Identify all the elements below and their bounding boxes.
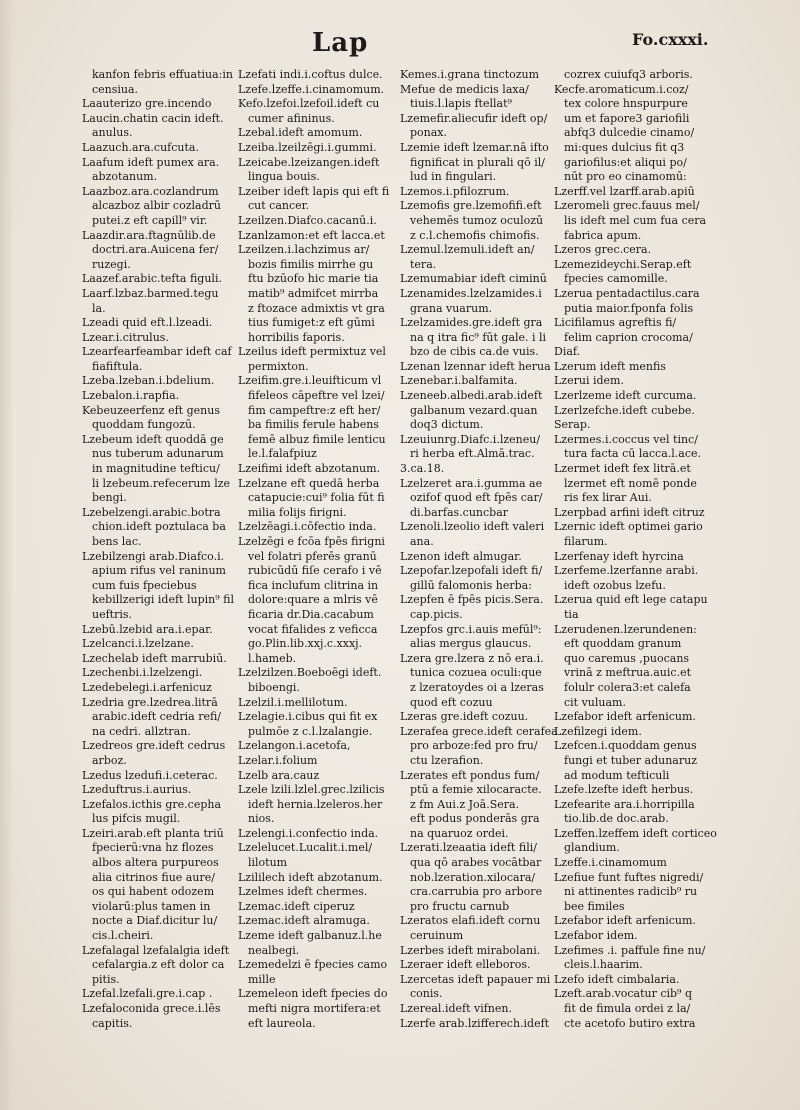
text-line: ftu bzūofo hic marie tia xyxy=(248,272,379,286)
text-line: putia maior.fponfa folis xyxy=(564,301,694,315)
text-line: Lzelangon.i.acetofa, xyxy=(238,739,351,753)
text-line: Lzeiba.lzeilzēgi.i.gummi. xyxy=(238,140,377,154)
text-line: ctu lzerafion. xyxy=(410,753,484,767)
text-line: Lzerua pentadactilus.cara xyxy=(554,286,700,300)
text-line: glandium. xyxy=(564,841,620,855)
text-line: Lzemac.ideft alramuga. xyxy=(238,914,370,928)
text-line: ana. xyxy=(410,535,434,548)
text-line: Lzedreos gre.ideft cedrus xyxy=(82,739,226,753)
text-line: Lzelzēgi e fcōa fpēs firigni xyxy=(238,535,385,548)
text-line: alia citrinos fiue aure/ xyxy=(92,870,215,884)
text-line: Lzedebelegi.i.arfenicuz xyxy=(82,680,212,694)
text-line: Lzemac.ideft ciperuz xyxy=(238,899,355,913)
text-line: Lzefati indi.i.coftus dulce. xyxy=(238,68,383,81)
text-line: la. xyxy=(92,301,106,315)
text-line: os qui habent odozem xyxy=(92,885,215,899)
text-line: z c.l.chemofis chimofis. xyxy=(410,228,540,242)
text-line: cumer afininus. xyxy=(248,111,335,125)
text-line: nus tuberum adunarum xyxy=(92,447,224,461)
text-line: fabrica apum. xyxy=(564,228,642,242)
text-line: ni attinentes radicib⁹ ru xyxy=(564,885,698,899)
text-line: Lzeifim.gre.i.leuifticum vl xyxy=(238,374,382,388)
text-line: Lzefal.lzefali.gre.i.cap . xyxy=(82,987,213,1001)
text-line: Lzerlzefche.ideft cubebe. xyxy=(554,403,695,417)
text-column-3 xyxy=(400,68,558,1068)
text-line: 3.ca.18. xyxy=(400,462,445,476)
text-line: pro arboze:fed pro fru/ xyxy=(410,739,538,753)
text-line: fungi et tuber adunaruz xyxy=(564,753,697,767)
text-line: Lzerui idem. xyxy=(554,374,624,388)
text-line: in magnitudine tefticu/ xyxy=(92,462,220,476)
text-line: na q itra fic⁹ fūt gale. i li xyxy=(410,330,547,344)
text-line: Lzefabor idem. xyxy=(554,929,638,943)
text-line: anulus. xyxy=(92,126,133,140)
text-line: Lzemofis gre.lzemofifi.eft xyxy=(400,199,542,213)
text-line: catapucie:cui⁹ folia fūt fi xyxy=(248,491,385,505)
text-line: tera. xyxy=(410,257,437,271)
running-title: Lap xyxy=(312,28,369,58)
text-line: lzermet eft nomē ponde xyxy=(564,476,697,490)
text-line: Lzedria gre.lzedrea.litrā xyxy=(82,695,218,709)
text-line: z lzeratoydes oi a lzeras xyxy=(410,680,544,694)
text-line: Kecfe.aromaticum.i.coz/ xyxy=(554,82,689,96)
text-line: kebillzerigi ideft lupin⁹ fil xyxy=(92,593,234,607)
text-line: Lzefilzegi idem. xyxy=(554,724,642,738)
text-line: Lzerua quid eft lege catapu xyxy=(554,593,708,607)
text-line: Laazboz.ara.cozlandrum xyxy=(82,184,219,198)
text-line: Lzenamides.lzelzamides.i xyxy=(400,286,542,300)
text-line: cleis.l.haarim. xyxy=(564,958,643,972)
text-line: fit de fimula ordei z la/ xyxy=(564,1002,691,1015)
text-line: tius fumiget:z eft gūmi xyxy=(248,316,375,330)
text-line: felim caprion crocoma/ xyxy=(564,330,693,344)
text-line: Lzelzil.i.mellilotum. xyxy=(238,695,348,709)
text-line: Lzelzane eft quedā herba xyxy=(238,476,380,490)
text-line: Laucin.chatin cacin ideft. xyxy=(82,111,224,125)
text-line: Lzefiue funt fuftes nigredi/ xyxy=(554,870,704,884)
text-line: Lzelelucet.Lucalit.i.mel/ xyxy=(238,841,373,855)
text-line: Lzelzamides.gre.ideft gra xyxy=(400,316,543,330)
text-line: Lzelzeret ara.i.gumma ae xyxy=(400,476,543,490)
text-line: Lzenoli.lzeolio ideft valeri xyxy=(400,520,545,534)
text-line: go.Plin.lib.xxj.c.xxxj. xyxy=(248,637,363,651)
text-line: Lzefo ideft cimbalaria. xyxy=(554,972,680,986)
text-line: tio.lib.de doc.arab. xyxy=(564,812,669,826)
text-line: tiuis.l.lapis ftellat⁹ xyxy=(410,97,512,111)
text-line: Lzeneeb.albedi.arab.ideft xyxy=(400,389,543,403)
text-line: Lzefaloconida grece.i.lēs xyxy=(82,1002,221,1015)
text-line: rubicūdū fiſe cerafo i vē xyxy=(248,564,382,578)
text-line: Lzililech ideft abzotanum. xyxy=(238,870,383,884)
text-line: Lzermes.i.coccus vel tinc/ xyxy=(554,432,698,446)
text-line: fpecies camomille. xyxy=(564,272,668,286)
text-line: Lzeadi quid eft.l.lzeadi. xyxy=(82,316,213,330)
text-line: cozrex cuiufq3 arboris. xyxy=(564,68,693,81)
text-line: pro fructu carnub xyxy=(410,899,510,913)
text-line: nealbegi. xyxy=(248,943,300,957)
text-line: Lzepofar.lzepofali ideft fi/ xyxy=(400,564,543,578)
text-line: Diaf. xyxy=(554,345,581,359)
text-line: Lzeffe.i.cinamomum xyxy=(554,856,667,870)
text-line: bee fimiles xyxy=(564,899,625,913)
text-line: Lzedus lzedufi.i.ceterac. xyxy=(82,768,218,782)
text-line: abfq3 dulcedie cinamo/ xyxy=(564,126,695,140)
text-line: Kemes.i.grana tinctozum xyxy=(400,68,540,81)
text-line: ozifof quod eft fpēs car/ xyxy=(410,491,543,505)
text-line: galbanum vezard.quan xyxy=(410,403,538,417)
text-line: Lzerbes ideft mirabolani. xyxy=(400,943,541,957)
text-line: vocat fifalides z veficca xyxy=(248,622,378,636)
text-line: Lzelzēagi.i.cōfectio inda. xyxy=(238,520,377,534)
text-line: ba fimilis ferule habens xyxy=(248,418,379,432)
text-line: Lzemefir.aliecufir ideft op/ xyxy=(400,111,548,125)
text-line: tia xyxy=(564,607,579,621)
text-line: alcazboz albir cozladrū xyxy=(92,199,221,213)
text-line: Lzenan lzennar ideft herua xyxy=(400,359,551,373)
text-line: ideft ozobus lzefu. xyxy=(564,578,666,592)
text-line: eft laureola. xyxy=(248,1016,316,1030)
text-line: Lzercetas ideft papauer mi xyxy=(400,972,551,986)
text-line: Lzerafea grece.ideft cerafea xyxy=(400,724,558,738)
text-line: cum fuis fpeciebus xyxy=(92,578,197,592)
text-line: Lzemezideychi.Serap.eft xyxy=(554,257,692,271)
text-line: doctri.ara.Auicena fer/ xyxy=(92,243,219,257)
text-line: Serap. xyxy=(554,418,591,432)
text-line: horribilis faporis. xyxy=(248,330,345,344)
text-line: Lzefimes .i. paffule fine nu/ xyxy=(554,943,706,957)
text-line: Lzeduftrus.i.aurius. xyxy=(82,783,192,797)
text-line: Lzechelab ideft marrubiū. xyxy=(82,651,227,665)
text-line: Lzeromeli grec.fauus mel/ xyxy=(554,199,700,213)
text-line: Lzerff.vel lzarff.arab.apiū xyxy=(554,184,695,198)
text-line: Lzernic ideft optimei gario xyxy=(554,520,703,534)
folio-number: Fo.cxxxi. xyxy=(632,30,709,49)
text-line: Lzerfeme.lzerfanne arabi. xyxy=(554,564,699,578)
text-column-4 xyxy=(554,68,717,1068)
text-line: bozis fimilis mirrhe gu xyxy=(248,257,374,271)
text-line: pulmōe z c.l.lzalangie. xyxy=(248,724,373,738)
text-line: vehemēs tumoz oculozū xyxy=(410,213,544,227)
text-line: lingua bouis. xyxy=(248,170,320,184)
text-line: eft quoddam granum xyxy=(564,637,682,651)
text-line: doq3 dictum. xyxy=(410,418,484,432)
text-line: tex colore hnspurpure xyxy=(564,97,688,111)
text-line: Lzefabor ideft arfenicum. xyxy=(554,710,696,724)
text-line: fim campeftre:z eft her/ xyxy=(248,403,381,417)
text-line: Lzepfen ē fpēs picis.Sera. xyxy=(400,593,544,607)
text-line: grana vuarum. xyxy=(410,301,493,315)
text-line: kanfon febris effuatiua:in xyxy=(92,68,233,81)
text-line: Lzeba.lzeban.i.bdelium. xyxy=(82,374,215,388)
text-line: censiua. xyxy=(92,82,139,96)
text-line: Lzerati.lzeaatia ideft fili/ xyxy=(400,841,537,855)
text-line: Lzeicabe.lzeizangen.ideft xyxy=(238,155,380,169)
text-line: cefalargia.z eft dolor ca xyxy=(92,958,225,972)
text-line: Lzerfenay ideft hyrcina xyxy=(554,549,684,563)
text-line: Licifilamus agreftis fi/ xyxy=(554,316,677,330)
text-line: Lzenon ideft almugar. xyxy=(400,549,522,563)
text-line: matib⁹ admifcet mirrba xyxy=(248,286,379,300)
text-line: ptū a femie xilocaracte. xyxy=(410,783,542,797)
text-line: ponax. xyxy=(410,126,448,140)
text-line: qua qō arabes vocātbar xyxy=(410,856,542,870)
text-line: Lzerlzeme ideft curcuma. xyxy=(554,389,697,403)
text-line: arboz. xyxy=(92,753,127,767)
text-line: vrinā z meftrua.auic.et xyxy=(564,666,691,680)
text-line: fica inclufum clitrina in xyxy=(248,578,379,592)
text-line: Lzeros grec.cera. xyxy=(554,243,652,257)
text-line: quod eft cozuu xyxy=(410,695,493,709)
text-line: Lzeilzen.Diafco.cacanū.i. xyxy=(238,213,377,227)
text-line: Lzebilzengi arab.Diafco.i. xyxy=(82,549,225,563)
text-line: nocte a Diaf.dicitur lu/ xyxy=(92,914,218,928)
text-line: um et fapore3 gariofili xyxy=(564,111,690,125)
text-line: Lzefalos.icthis gre.cepha xyxy=(82,797,222,811)
text-line: Lzebeum ideft quoddā ge xyxy=(82,432,224,446)
text-line: biboengi. xyxy=(248,680,300,694)
text-line: Lzermet ideft fex litrā.et xyxy=(554,462,691,476)
text-line: filarum. xyxy=(564,535,608,548)
text-line: Lzeras gre.ideft cozuu. xyxy=(400,710,529,724)
text-line: vel folatri pferēs granū xyxy=(248,549,377,563)
text-line: dolore:quare a mlris vē xyxy=(248,593,378,607)
text-line: Lzebalon.i.rapfia. xyxy=(82,389,180,403)
text-line: bzo de cibis ca.de vuis. xyxy=(410,345,539,359)
text-line: l.hameb. xyxy=(248,651,297,665)
text-line: milia folijs firigni. xyxy=(248,505,347,519)
page-gutter-shadow xyxy=(0,0,14,1110)
text-line: di.barfas.cuncbar xyxy=(410,505,509,519)
text-line: Lzemie ideft lzemar.nā ifto xyxy=(400,140,549,154)
text-line: fpecierū:vna hz flozes xyxy=(92,841,214,855)
text-line: mi:ques dulcius fit q3 xyxy=(564,140,685,154)
text-line: gariofilus:et aliqui po/ xyxy=(564,155,687,169)
text-line: bens lac. xyxy=(92,535,142,548)
text-line: Lzemeleon ideft fpecies do xyxy=(238,987,388,1001)
text-column-1 xyxy=(82,68,234,1068)
text-line: Lzeiri.arab.eft planta triū xyxy=(82,826,224,840)
text-line: fiafiftula. xyxy=(92,359,143,373)
text-line: ideft hernia.lzeleros.her xyxy=(248,797,383,811)
text-line: quo caremus ,puocans xyxy=(564,651,690,665)
text-line: femē albuz fimile lenticu xyxy=(248,432,386,446)
text-line: ad modum tefticuli xyxy=(564,768,670,782)
text-column-2 xyxy=(238,68,390,1068)
text-line: Lzerum ideft menfis xyxy=(554,359,666,373)
text-line: mefti nigra mortifera:et xyxy=(248,1002,381,1015)
text-line: chion.ideft poztulaca ba xyxy=(92,520,226,534)
text-line: ris fex lirar Aui. xyxy=(564,491,652,505)
text-line: ri herba eft.Almā.trac. xyxy=(410,447,535,461)
text-line: Laazef.arabic.tefta figuli. xyxy=(82,272,222,286)
text-line: Lzear.i.citrulus. xyxy=(82,330,169,344)
text-line: Lzeilzen.i.lachzimus ar/ xyxy=(238,243,370,257)
text-line: folulr colera3:et calefa xyxy=(564,680,691,694)
text-line: nob.lzeration.xilocara/ xyxy=(410,870,536,884)
text-line: Lzeme ideft galbanuz.l.he xyxy=(238,929,382,943)
text-line: Lzeratos elafi.ideft cornu xyxy=(400,914,541,928)
text-line: Lzefabor ideft arfenicum. xyxy=(554,914,696,928)
text-line: Lzeiber ideft lapis qui eft fi xyxy=(238,184,390,198)
text-line: lud in fingulari. xyxy=(410,170,497,184)
text-line: Lzerfe arab.lzifferech.ideft xyxy=(400,1016,550,1030)
text-line: mille xyxy=(248,972,276,986)
text-line: Lzera gre.lzera z nō era.i. xyxy=(400,651,544,665)
text-line: Lzelengi.i.confectio inda. xyxy=(238,826,379,840)
text-line: Lzeuiunrg.Diafc.i.lzeneu/ xyxy=(400,432,541,446)
text-line: lus pifcis mugil. xyxy=(92,812,181,826)
text-line: Lzefalagal lzefalalgia ideft xyxy=(82,943,230,957)
text-line: Lzanlzamon:et eft lacca.et xyxy=(238,228,385,242)
text-line: Lzefcen.i.quoddam genus xyxy=(554,739,697,753)
text-line: tura facta cū lacca.l.ace. xyxy=(564,447,702,461)
text-line: z ftozace admixtis vt gra xyxy=(248,301,385,315)
text-line: Lzefearite ara.i.horripilla xyxy=(554,797,695,811)
text-line: lilotum xyxy=(248,856,288,870)
text-line: nios. xyxy=(248,812,275,826)
text-line: Lzerates eft pondus fum/ xyxy=(400,768,540,782)
text-line: Lzeraer ideft elleboros. xyxy=(400,958,531,972)
text-line: Lzefe.lzefte ideft herbus. xyxy=(554,783,694,797)
text-line: ruzegi. xyxy=(92,257,131,271)
text-line: Lzereal.ideft vifnen. xyxy=(400,1002,512,1015)
text-line: Lzelmes ideft chermes. xyxy=(238,885,368,899)
text-line: Kebeuzeerfenz eft genus xyxy=(82,403,220,417)
text-line: ficaria dr.Dia.cacabum xyxy=(248,607,374,621)
text-line: nūt pro eo cinamomū: xyxy=(564,170,687,184)
text-line: Lzelcanci.i.lzelzane. xyxy=(82,637,194,651)
text-line: ceruinum xyxy=(410,929,464,943)
text-line: pitis. xyxy=(92,972,120,986)
text-line: cap.picis. xyxy=(410,607,463,621)
text-line: Laazdir.ara.ftagnūlib.de xyxy=(82,228,216,242)
text-line: Laafum ideft pumex ara. xyxy=(82,155,220,169)
text-line: capitis. xyxy=(92,1016,133,1030)
text-line: Lzeffen.lzeffem ideft corticeo xyxy=(554,826,717,840)
text-line: Lzefe.lzeffe.i.cinamomum. xyxy=(238,82,385,96)
text-line: Lzemos.i.pfilozrum. xyxy=(400,184,510,198)
text-line: Lzerpbad arfini ideft citruz xyxy=(554,505,705,519)
text-line: bengi. xyxy=(92,491,127,505)
text-line: Laauterizo gre.incendo xyxy=(82,97,212,111)
text-line: na quaruoz ordei. xyxy=(410,826,509,840)
text-line: lis ideft mel cum fua cera xyxy=(564,213,707,227)
text-line: Lzenebar.i.balfamita. xyxy=(400,374,518,388)
text-line: eft podus ponderās gra xyxy=(410,812,540,826)
text-line: Laazuch.ara.cufcuta. xyxy=(82,140,199,154)
text-line: Laarf.lzbaz.barmed.tegu xyxy=(82,286,219,300)
text-line: na cedri. allztran. xyxy=(92,724,191,738)
text-line: cte acetofo butiro extra xyxy=(564,1016,696,1030)
text-line: Lzebal.ideft amomum. xyxy=(238,126,363,140)
text-line: Lzelzilzen.Boeboēgi ideft. xyxy=(238,666,382,680)
text-line: violarū:plus tamen in xyxy=(92,899,211,913)
text-line: fifeleos cāpeftre vel lzei/ xyxy=(248,389,385,403)
text-line: Lzeilus ideft permixtuz vel xyxy=(238,345,386,359)
text-line: Lzepfos grc.i.auis mefūl⁹: xyxy=(400,622,542,636)
text-line: li lzebeum.refecerum lze xyxy=(92,476,231,490)
text-line: Lzelagie.i.cibus qui fit ex xyxy=(238,710,378,724)
text-line: abzotanum. xyxy=(92,170,158,184)
text-line: Lzeft.arab.vocatur cib⁹ q xyxy=(554,987,692,1001)
text-line: Lzemul.lzemuli.ideft an/ xyxy=(400,243,535,257)
text-line: Kefo.lzefoi.lzefoil.ideft cu xyxy=(238,97,380,111)
text-line: conis. xyxy=(410,987,443,1001)
text-line: Lzerudenen.lzerundenen: xyxy=(554,622,697,636)
text-line: arabic.ideft cedria refi/ xyxy=(92,710,222,724)
text-line: gillū falomonis herba: xyxy=(410,578,532,592)
text-line: le.l.falafpiuz xyxy=(248,447,317,461)
text-line: tunica cozuea oculi:que xyxy=(410,666,542,680)
text-line: Lzearfearfeambar ideft caf xyxy=(82,345,232,359)
text-line: Lzeifimi ideft abzotanum. xyxy=(238,462,381,476)
text-columns xyxy=(82,68,772,1068)
text-line: permixton. xyxy=(248,359,309,373)
text-line: cis.l.cheiri. xyxy=(92,929,154,943)
text-line: Lzechenbi.i.lzelzengi. xyxy=(82,666,203,680)
text-line: Lzemedelzi ē fpecies camo xyxy=(238,958,388,972)
text-line: alias mergus glaucus. xyxy=(410,637,532,651)
text-line: putei.z eft capill⁹ vir. xyxy=(92,213,208,227)
text-line: z fm Aui.z Joā.Sera. xyxy=(410,797,520,811)
text-line: Lzelb ara.cauz xyxy=(238,768,320,782)
text-line: apium rifus vel raninum xyxy=(92,564,226,578)
text-line: Lzelar.i.folium xyxy=(238,753,318,767)
text-line: albos altera purpureos xyxy=(92,856,219,870)
text-line: quoddam fungozū. xyxy=(92,418,196,432)
text-line: Lzebū.lzebid ara.i.epar. xyxy=(82,622,213,636)
text-line: fignificat in plurali qō il/ xyxy=(410,155,545,169)
text-line: cit vuluam. xyxy=(564,695,626,709)
text-line: cut cancer. xyxy=(248,199,310,213)
text-line: Lzemumabiar ideft ciminū xyxy=(400,272,547,286)
text-line: Lzele lzili.lzlel.grec.lzilicis xyxy=(238,783,385,797)
text-line: Lzebelzengi.arabic.botra xyxy=(82,505,221,519)
text-line: Mefue de medicis laxa/ xyxy=(400,82,529,96)
text-line: cra.carrubia pro arbore xyxy=(410,885,543,899)
text-line: ueftris. xyxy=(92,607,133,621)
